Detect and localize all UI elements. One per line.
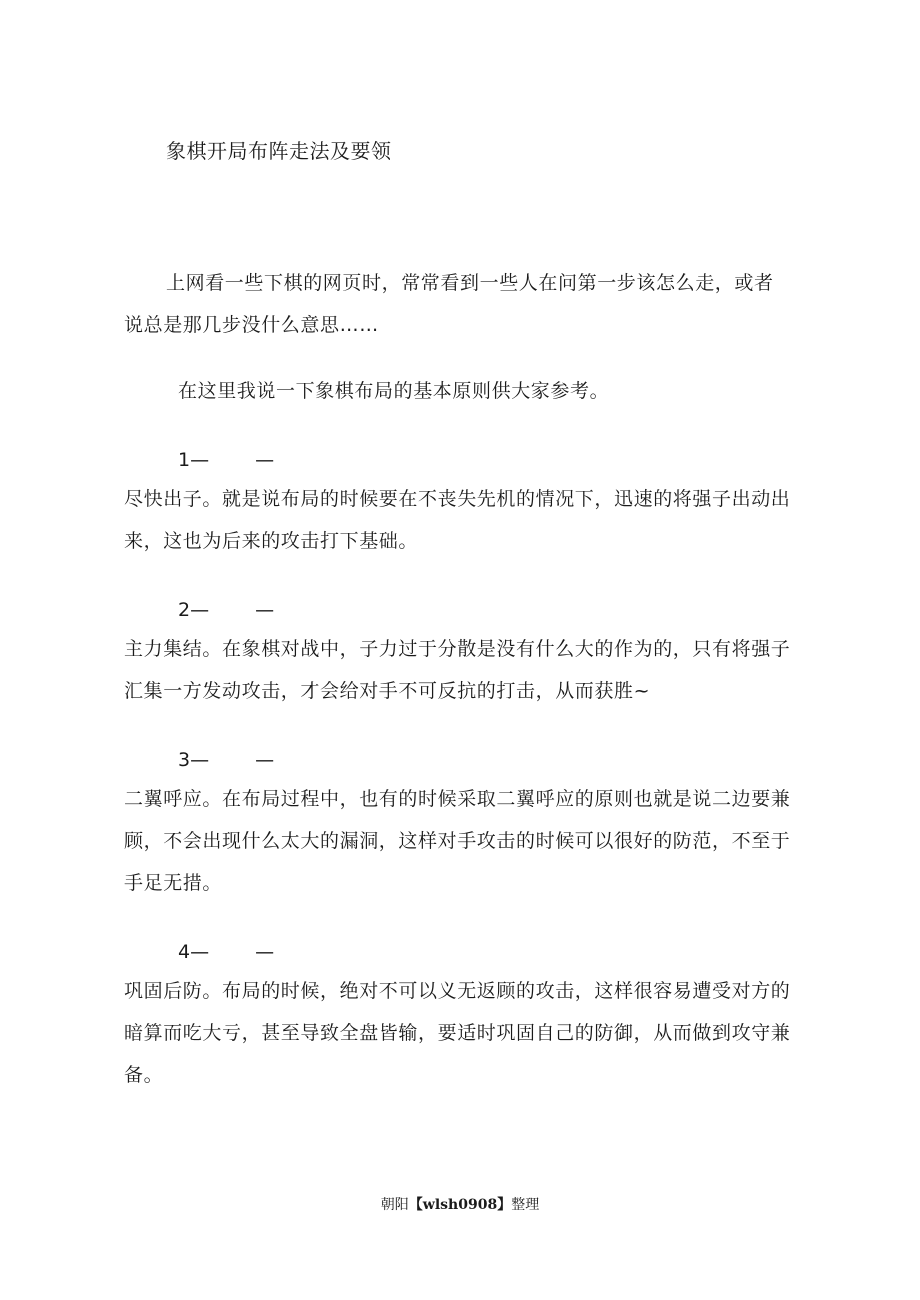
principle-3-dash: — — [255, 749, 275, 771]
page-title: 象棋开局布阵走法及要领 — [166, 139, 392, 163]
page-footer — [0, 1194, 920, 1216]
principle-4-num-label: 4— — [178, 941, 210, 963]
principle-3-num-label: 3— — [178, 749, 210, 771]
intro-paragraph — [124, 262, 792, 346]
principle-2-dash: — — [255, 599, 275, 621]
principles-intro: 在这里我说一下象棋布局的基本原则供大家参考。 — [178, 380, 610, 402]
principle-3-number — [178, 746, 274, 774]
footer-tag: 【wlsh0908】 — [408, 1197, 512, 1213]
footer-prefix: 朝阳 — [380, 1197, 409, 1213]
principle-4-text: 巩固后防。布局的时候，绝对不可以义无返顾的攻击，这样很容易遭受对方的暗算而吃大亏，甚至导致全盘皆输，要适时巩固自己的防御，从而做到攻守兼备。 — [124, 980, 791, 1086]
principle-2-text: 主力集结。在象棋对战中，子力过于分散是没有什么大的作为的，只有将强子汇集一方发动攻击，才会给对手不可反抗的打击，从而获胜~ — [124, 638, 791, 702]
principle-4-dash: — — [255, 941, 275, 963]
principle-1-dash: — — [255, 449, 275, 471]
principle-4-number — [178, 938, 274, 966]
intro-text: 上网看一些下棋的网页时，常常看到一些人在问第一步该怎么走，或者说总是那几步没什么意思…… — [124, 272, 774, 336]
principle-1-num-label: 1— — [178, 449, 210, 471]
principle-3-text: 二翼呼应。在布局过程中，也有的时候采取二翼呼应的原则也就是说二边要兼顾，不会出现什么太大的漏洞，这样对手攻击的时候可以很好的防范，不至于手足无措。 — [124, 788, 791, 894]
principle-1-number — [178, 446, 274, 474]
principle-1-text: 尽快出子。就是说布局的时候要在不丧失先机的情况下，迅速的将强子出动出来，这也为后来的攻击打下基础。 — [124, 488, 791, 552]
principle-2-number — [178, 596, 274, 624]
principle-2-num-label: 2— — [178, 599, 210, 621]
footer-suffix: 整理 — [511, 1197, 540, 1213]
